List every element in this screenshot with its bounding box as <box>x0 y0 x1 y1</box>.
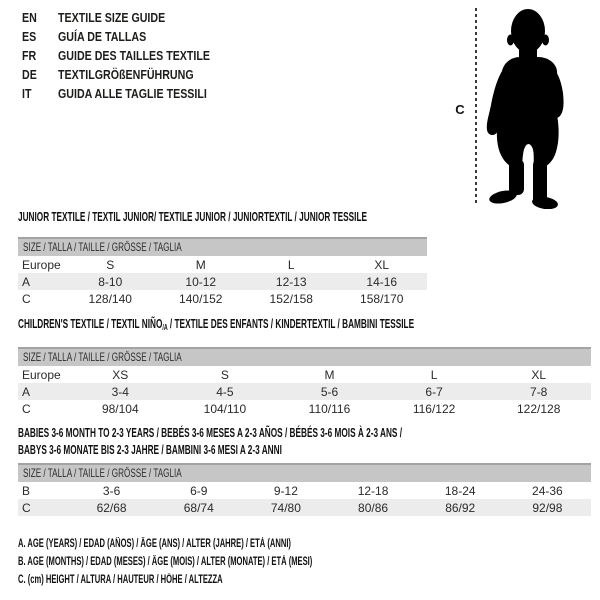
cell: 110/116 <box>308 401 351 416</box>
table-row <box>18 273 427 290</box>
cell: 74/80 <box>270 500 301 515</box>
baby-silhouette <box>486 5 574 209</box>
footnotes <box>18 535 464 589</box>
cell: 4-5 <box>216 384 234 399</box>
junior-section-title <box>18 210 547 224</box>
children-title-text: CHILDREN'S TEXTILE / TEXTIL $NIÑO_{/A}$ / TEXTILE DES ENFANTS / KINDERTEXTIL / BAMBINI TESSILE <box>18 317 415 332</box>
cell: 6-7 <box>425 384 443 399</box>
table-row <box>18 482 591 499</box>
cell: 6-9 <box>190 483 208 498</box>
table-row <box>18 383 591 400</box>
table-row <box>18 290 427 307</box>
children-section-title <box>18 317 600 331</box>
language-code: DE <box>22 67 37 82</box>
language-code: ES <box>22 29 37 44</box>
cell: 5-6 <box>320 384 339 399</box>
footnote-b: B. AGE (MONTHS) / EDAD (MESES) / ÂGE (MOIS) / ALTER (MONATE) / ETÀ (MESI) <box>18 556 313 568</box>
junior-size-table <box>18 237 427 307</box>
language-label: GUIDE DES TAILLES TEXTILE <box>58 48 211 63</box>
language-code: IT <box>22 86 32 101</box>
cell: 80/86 <box>358 500 389 515</box>
cell: 128/140 <box>88 291 132 306</box>
cell: 152/158 <box>269 291 313 306</box>
cell: 98/104 <box>101 401 139 416</box>
row-label: A <box>22 384 31 399</box>
cell: M <box>324 367 335 382</box>
cell: 8-10 <box>98 274 123 289</box>
language-code: EN <box>22 10 37 25</box>
cell: 122/128 <box>516 401 561 416</box>
subscript: /A <box>162 323 168 332</box>
size-header-bar <box>18 347 591 366</box>
cell: 12-13 <box>275 274 307 289</box>
table-row <box>18 366 591 383</box>
cell: 86/92 <box>445 500 476 515</box>
babies-section-title <box>18 425 600 459</box>
cell: 62/68 <box>96 500 127 515</box>
babies-size-table <box>18 463 591 516</box>
footnote-a: A. AGE (YEARS) / EDAD (AÑOS) / ÂGE (ANS) / ALTER (JAHRE) / ETÀ (ANNI) <box>18 538 291 550</box>
cell: XL <box>374 257 390 272</box>
language-code: FR <box>22 48 37 63</box>
cell: S <box>106 257 115 272</box>
size-header-label: SIZE / TALLA / TAILLE / GRÖSSE / TAGLIA <box>23 350 182 364</box>
row-label: Europe <box>22 367 61 382</box>
table-row <box>18 256 427 273</box>
row-label: C <box>22 291 31 306</box>
table-row <box>18 499 591 516</box>
cell: M <box>195 257 206 272</box>
size-header-bar <box>18 463 591 482</box>
babies-title-line2: BABYS 3-6 MONATE BIS 2-3 JAHRE / BAMBINI 3-6 MESI A 2-3 ANNI <box>18 443 282 457</box>
row-label: B <box>22 483 31 498</box>
cell: 10-12 <box>185 274 217 289</box>
cell: S <box>220 367 229 382</box>
height-measure-label: C <box>455 102 465 117</box>
cell: XL <box>531 367 547 382</box>
cell: 18-24 <box>444 483 476 498</box>
cell: 14-16 <box>366 274 398 289</box>
cell: L <box>430 367 438 382</box>
cell: 158/170 <box>360 291 404 306</box>
cell: 140/152 <box>179 291 223 306</box>
height-measure-dashed-line <box>475 8 477 206</box>
footnote-c: C. (cm) HEIGHT / ALTURA / HAUTEUR / HÖHE / ALTEZZA <box>18 574 223 586</box>
cell: 9-12 <box>273 483 298 498</box>
row-label: A <box>22 274 31 289</box>
language-label: TEXTILGRÖßENFÜHRUNG <box>58 67 194 82</box>
size-header-bar <box>18 237 427 256</box>
language-label: GUÍA DE TALLAS <box>58 29 147 44</box>
table-row <box>18 400 591 417</box>
cell: XS <box>112 367 129 382</box>
language-label: TEXTILE SIZE GUIDE <box>58 10 166 25</box>
babies-title-line1: BABIES 3-6 MONTH TO 2-3 YEARS / BEBÉS 3-6 MESES A 2-3 AÑOS / BÉBÉS 3-6 MOIS À 2-3 ANS / <box>18 426 403 440</box>
row-label: C <box>22 500 31 515</box>
language-label: GUIDA ALLE TAGLIE TESSILI <box>58 86 207 101</box>
children-size-table <box>18 347 591 417</box>
cell: 3-6 <box>102 483 121 498</box>
cell: 92/98 <box>532 500 563 515</box>
cell: 116/122 <box>412 401 456 416</box>
cell: 24-36 <box>532 483 563 498</box>
cell: 3-4 <box>111 384 129 399</box>
cell: L <box>287 257 295 272</box>
row-label: C <box>22 401 31 416</box>
junior-title-text: JUNIOR TEXTILE / TEXTIL JUNIOR/ TEXTILE JUNIOR / JUNIORTEXTIL / JUNIOR TESSILE <box>18 210 367 224</box>
cell: 12-18 <box>357 483 389 498</box>
cell: 7-8 <box>530 384 548 399</box>
cell: 104/110 <box>203 401 247 416</box>
cell: 68/74 <box>183 500 214 515</box>
size-header-label: SIZE / TALLA / TAILLE / GRÖSSE / TAGLIA <box>23 466 182 480</box>
row-label: Europe <box>22 257 61 272</box>
size-header-label: SIZE / TALLA / TAILLE / GRÖSSE / TAGLIA <box>23 240 182 254</box>
